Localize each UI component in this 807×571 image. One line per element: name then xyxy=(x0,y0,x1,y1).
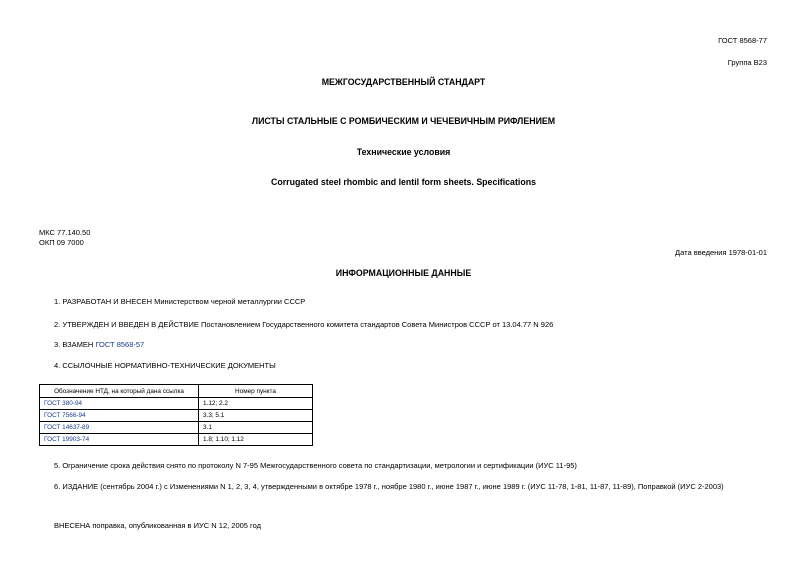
table-row xyxy=(40,410,313,422)
gost-link[interactable]: ГОСТ 380-94 xyxy=(44,400,83,407)
okp-code: ОКП 09 7000 xyxy=(39,238,84,247)
item-developed: 1. РАЗРАБОТАН И ВНЕСЕН Министерством черной металлургии СССР xyxy=(54,297,306,306)
table-cell-doc xyxy=(40,422,199,434)
doc-group: Группа В23 xyxy=(727,58,767,67)
table-row xyxy=(40,398,313,410)
table-cell-clauses: 1.12; 2.2 xyxy=(199,398,313,410)
item-edition: 6. ИЗДАНИЕ (сентябрь 2004 г.) с Изменениями N 1, 2, 3, 4, утвержденными в октябре 1978 г., ноябре 1980 г., июне 1987 г., июне 1989 г. (ИУС 11-78, 1-81, 11-87, 11-89), Поправкой (ИУС 2-2003) xyxy=(54,482,724,491)
item-approved: 2. УТВЕРЖДЕН И ВВЕДЕН В ДЕЙСТВИЕ Постановлением Государственного комитета стандартов Совета Министров СССР от 13.04.77 N 926 xyxy=(54,320,554,329)
item-term-limit: 5. Ограничение срока действия снято по протоколу N 7-95 Межгосударственного совета по стандартизации, метрологии и сертификации (ИУС 11-95) xyxy=(54,461,577,470)
gost-8568-57-link[interactable]: ГОСТ 8568-57 xyxy=(95,340,145,349)
table-cell-clauses: 1.8; 1.10; 1.12 xyxy=(199,434,313,446)
gost-link[interactable]: ГОСТ 14637-89 xyxy=(44,424,90,431)
info-data-heading: ИНФОРМАЦИОННЫЕ ДАННЫЕ xyxy=(335,268,472,278)
amendment-note: ВНЕСЕНА поправка, опубликованная в ИУС N 12, 2005 год xyxy=(54,521,262,530)
doc-code: ГОСТ 8568-77 xyxy=(718,36,767,45)
table-row xyxy=(40,434,313,446)
gost-link[interactable]: ГОСТ 7566-94 xyxy=(44,412,86,419)
mks-code: МКС 77.140.50 xyxy=(39,228,91,237)
table-cell-clauses: 3.3; 5.1 xyxy=(199,410,313,422)
document-subtitle: Технические условия xyxy=(356,147,451,157)
item-replaces-label: 3. ВЗАМЕН xyxy=(54,340,94,349)
table-row xyxy=(40,422,313,434)
table-cell-doc xyxy=(40,410,199,422)
table-cell-doc xyxy=(40,398,199,410)
document-title: ЛИСТЫ СТАЛЬНЫЕ С РОМБИЧЕСКИМ И ЧЕЧЕВИЧНЫМ РИФЛЕНИЕМ xyxy=(251,116,556,126)
item-reference-docs: 4. ССЫЛОЧНЫЕ НОРМАТИВНО-ТЕХНИЧЕСКИЕ ДОКУМЕНТЫ xyxy=(54,361,276,370)
table-cell-clauses: 3.1 xyxy=(199,422,313,434)
column-header-document: Обозначение НТД, на который дана ссылка xyxy=(40,385,199,398)
interstate-standard-heading: МЕЖГОСУДАРСТВЕННЫЙ СТАНДАРТ xyxy=(321,77,486,87)
table-header-row xyxy=(40,385,313,398)
table-cell-doc xyxy=(40,434,199,446)
reference-documents-table xyxy=(39,384,313,446)
english-title: Corrugated steel rhombic and lentil form sheets. Specifications xyxy=(271,177,536,187)
gost-link[interactable]: ГОСТ 19903-74 xyxy=(44,436,90,443)
column-header-clause: Номер пункта xyxy=(199,385,313,398)
item-replaces xyxy=(54,340,144,349)
intro-date: Дата введения 1978-01-01 xyxy=(675,248,767,257)
